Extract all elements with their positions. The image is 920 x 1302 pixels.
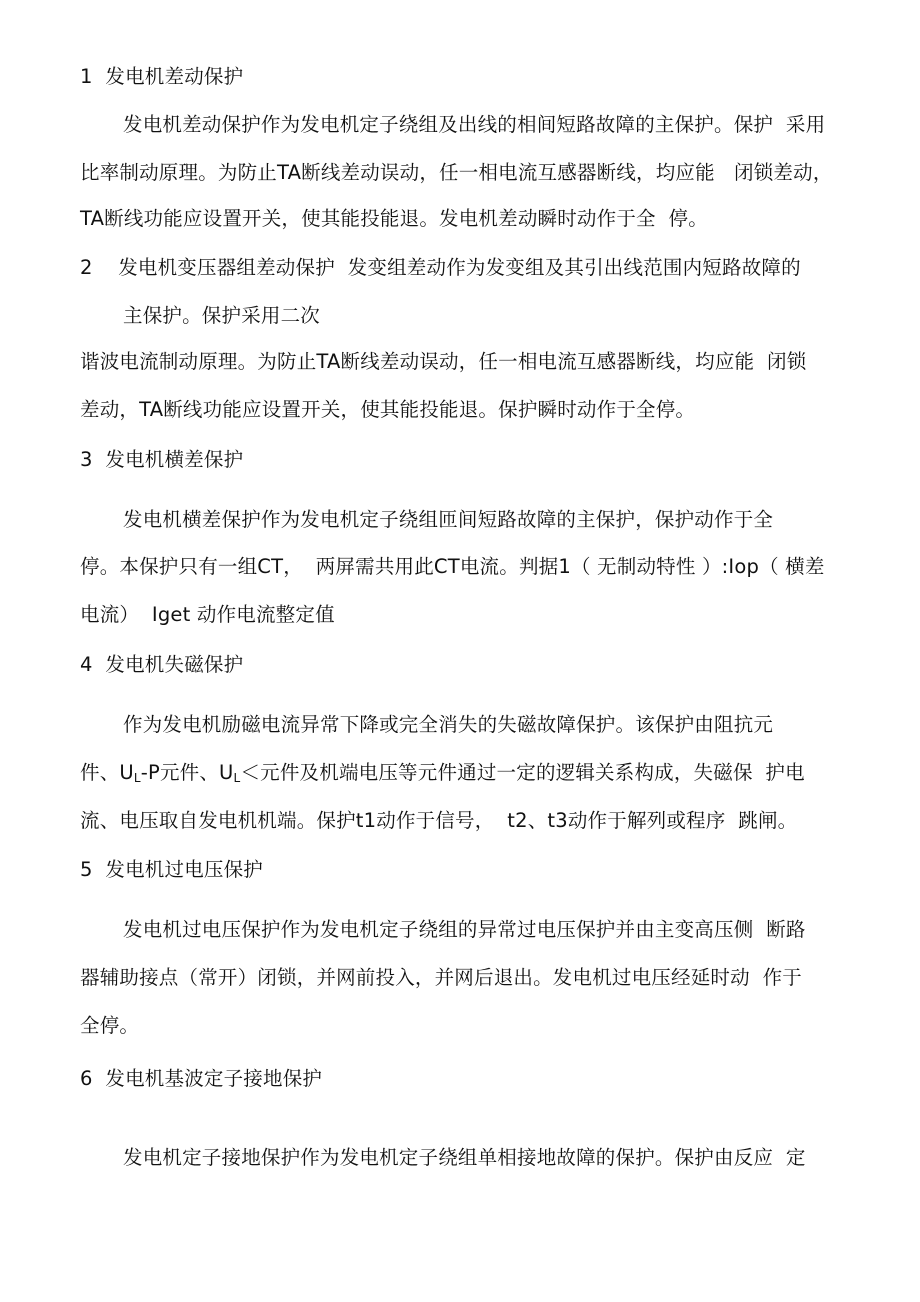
section-3-line: 停。本保护只有一组CT， 两屏需共用此CT电流。判据1（ 无制动特性 ）:Iop（ 横差: [80, 555, 825, 578]
section-5-heading: 5 发电机过电压保护: [80, 858, 264, 881]
section-4-line: 流、电压取自发电机机端。保护t1动作于信号， t2、t3动作于解列或程序 跳闸。: [80, 809, 798, 832]
subscript-l: L: [133, 771, 141, 785]
section-1-line: 比率制动原理。为防止TA断线差动误动，任一相电流互感器断线，均应能 闭锁差动，: [80, 161, 833, 184]
section-4-line: 作为发电机励磁电流异常下降或完全消失的失磁故障保护。该保护由阻抗元: [123, 713, 774, 736]
section-3-line: 发电机横差保护作为发电机定子绕组匝间短路故障的主保护，保护动作于全: [123, 508, 774, 531]
section-1-line: TA断线功能应设置开关，使其能投能退。发电机差动瞬时动作于全 停。: [80, 207, 708, 230]
section-1-heading: 1 发电机差动保护: [80, 65, 244, 88]
section-5-line: 器辅助接点（常开）闭锁，并网前投入，并网后退出。发电机过电压经延时动 作于: [80, 966, 802, 989]
section-4-text-part: 件、U: [80, 761, 134, 784]
section-5-line: 全停。: [80, 1014, 140, 1037]
section-2-line: 差动，TA断线功能应设置开关，使其能投能退。保护瞬时动作于全停。: [80, 398, 696, 421]
section-2-line: 主保护。保护采用二次: [123, 304, 321, 327]
section-2-line: 谐波电流制动原理。为防止TA断线差动误动，任一相电流互感器断线，均应能 闭锁: [80, 350, 807, 373]
section-3-line: 电流） Iget 动作电流整定值: [80, 603, 335, 626]
section-4-heading: 4 发电机失磁保护: [80, 653, 244, 676]
section-1-line: 发电机差动保护作为发电机定子绕组及出线的相间短路故障的主保护。保护 采用: [123, 113, 826, 136]
section-4-text-part: -P元件、U: [140, 761, 234, 784]
section-6-heading: 6 发电机基波定子接地保护: [80, 1067, 323, 1090]
section-4-line: [80, 760, 805, 786]
subscript-l: L: [233, 771, 241, 785]
section-3-heading: 3 发电机横差保护: [80, 448, 244, 471]
section-6-line: 发电机定子接地保护作为发电机定子绕组单相接地故障的保护。保护由反应 定: [123, 1146, 806, 1169]
section-2-heading: 2 发电机变压器组差动保护 发变组差动作为发变组及其引出线范围内短路故障的: [80, 256, 801, 279]
section-5-line: 发电机过电压保护作为发电机定子绕组的异常过电压保护并由主变高压侧 断路: [123, 918, 806, 941]
section-4-text-part: ＜元件及机端电压等元件通过一定的逻辑关系构成，失磁保 护电: [240, 761, 805, 784]
